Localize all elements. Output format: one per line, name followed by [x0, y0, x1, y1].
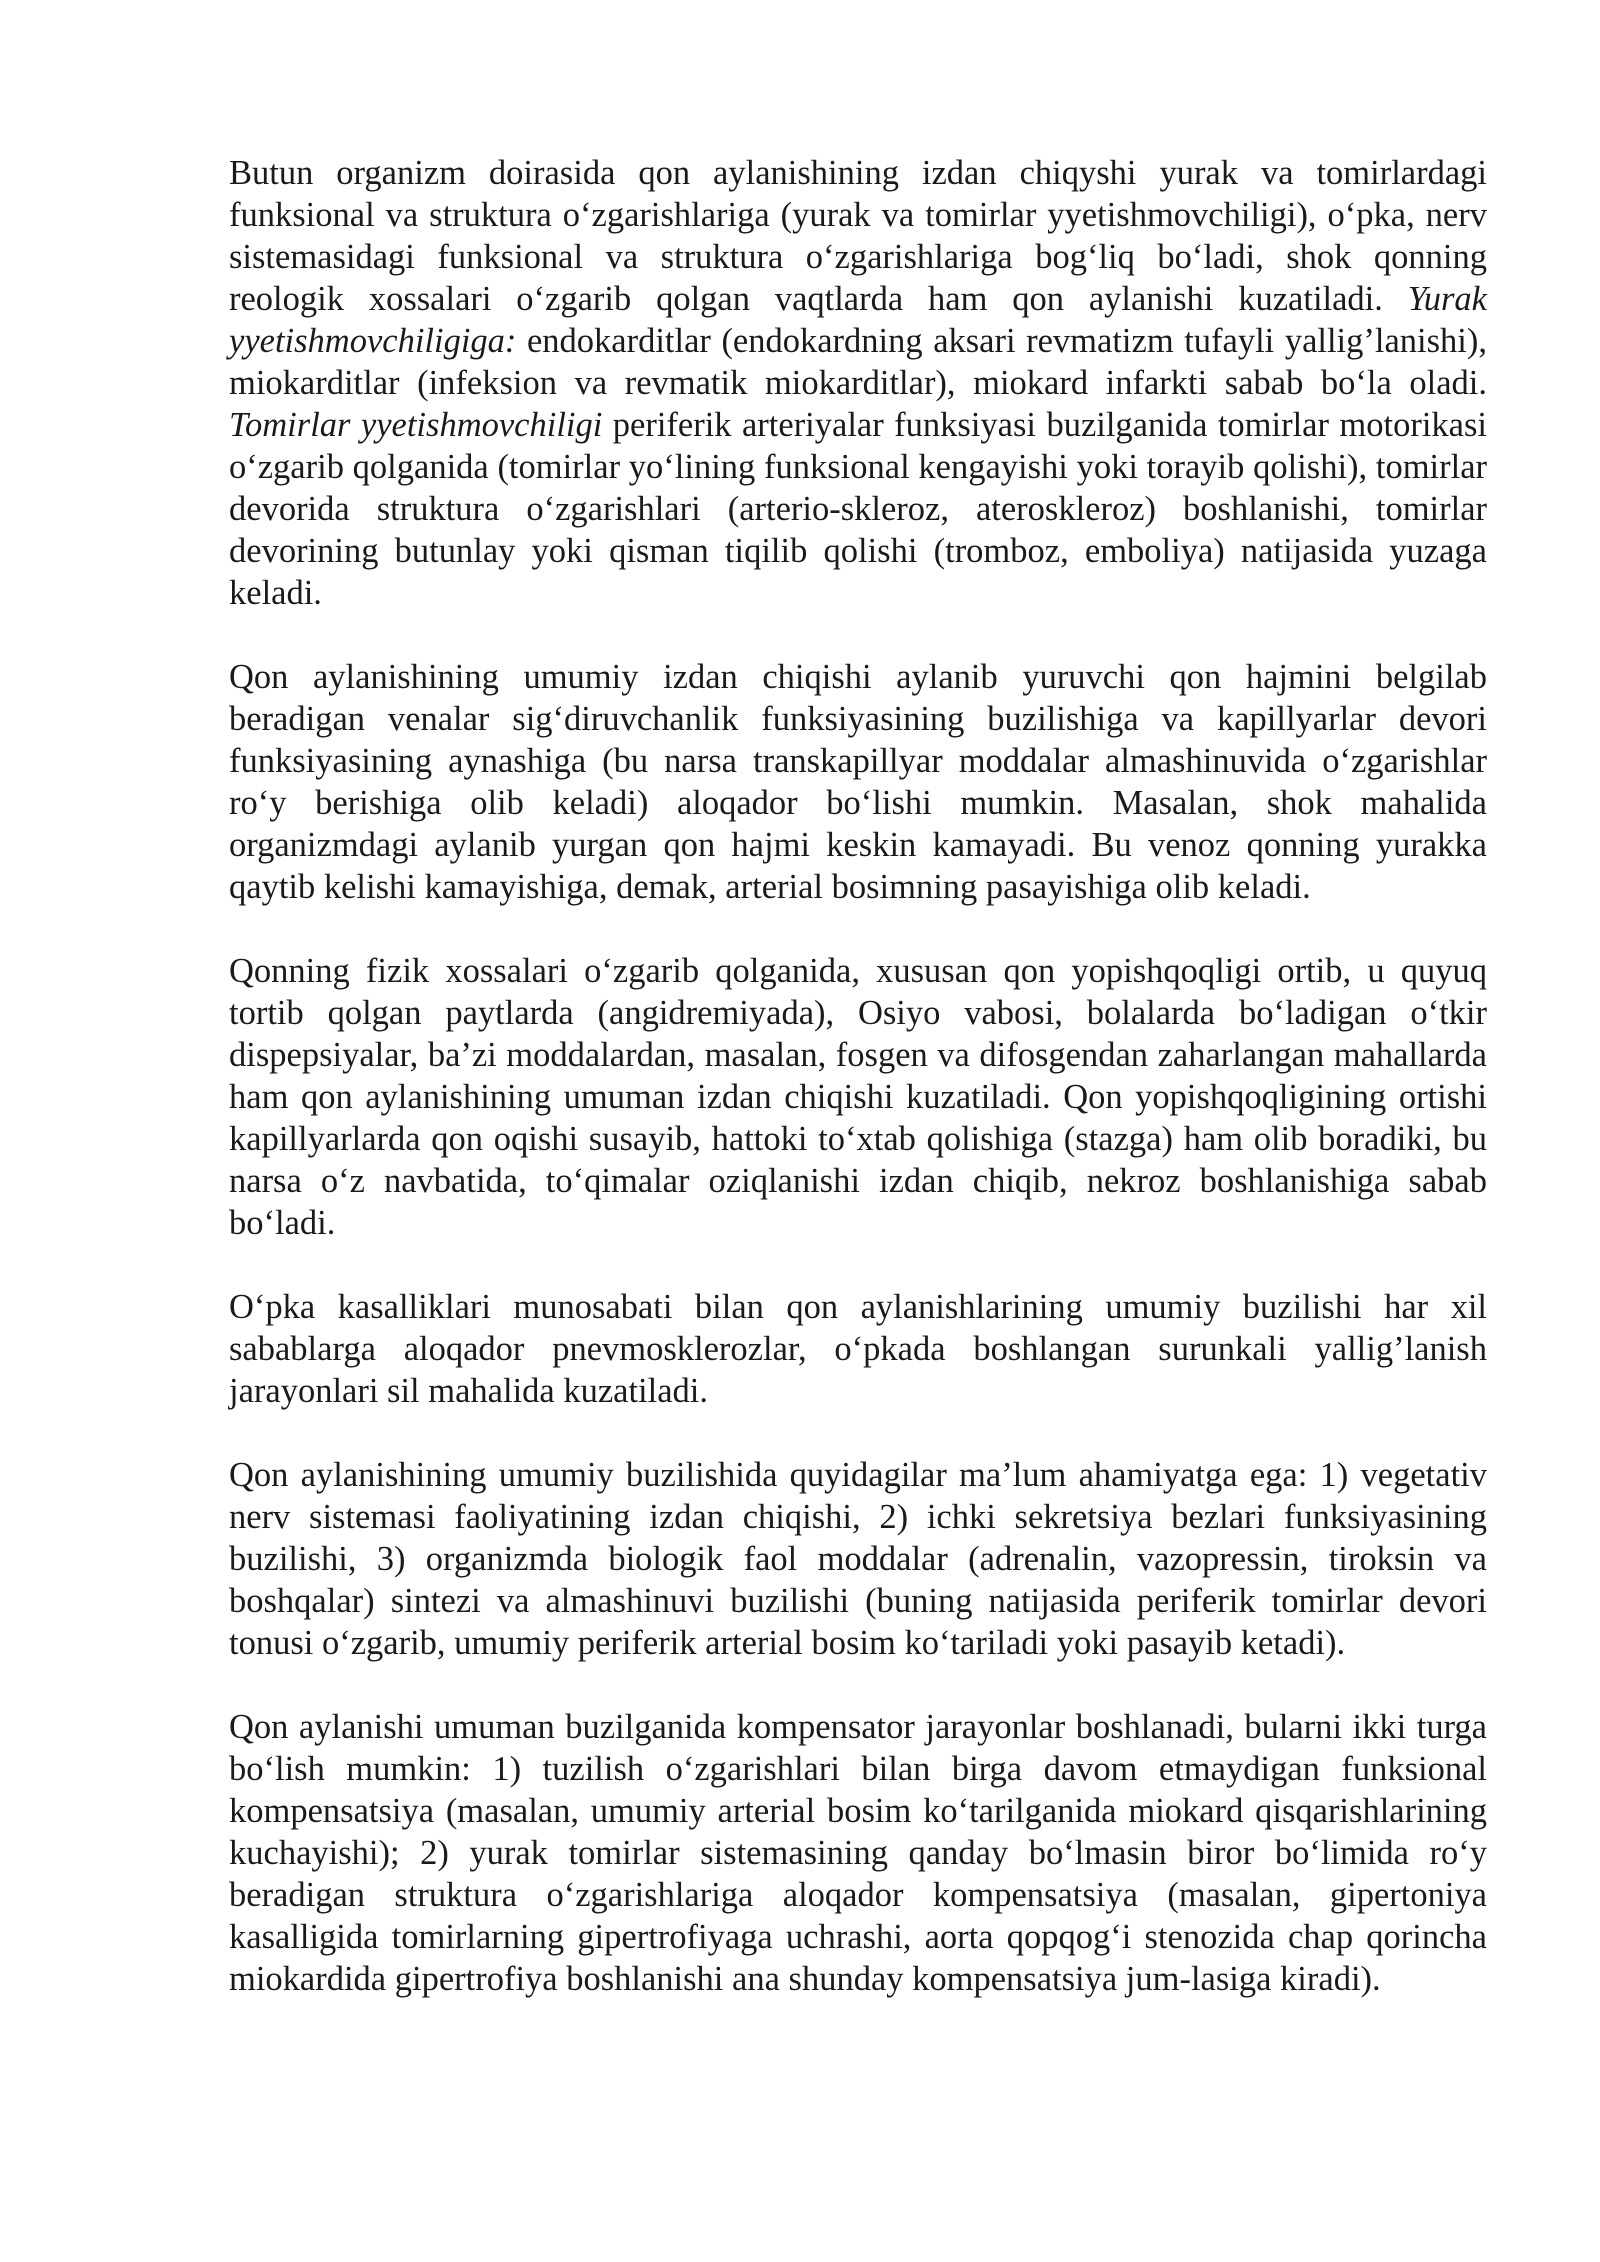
paragraph-text: Qonning fizik xossalari oʻzgarib qolganida, xususan qon yopishqoqligi ortib, u quyuq tortib qolgan paytlarda (angidremiyada), Osiyo vabosi, bolalarda boʻladigan oʻtkir dispepsiyalar, ba’zi moddalardan, masalan, fosgen va difosgendan zaharlangan mahallarda ham qon aylanishining umuman izdan chiqishi kuzatiladi. Qon yopishqoqligining ortishi kapillyarlarda qon oqishi susayib, hattoki toʻxtab qolishiga (stazga) ham olib boradiki, bu narsa oʻz navbatida, toʻqimalar oziqlanishi izdan chiqib, nekroz boshlanishiga sabab boʻladi.	[229, 952, 1487, 1242]
paragraph-text: Oʻpka kasalliklari munosabati bilan qon aylanishlarining umumiy buzilishi har xil sabablarga aloqador pnevmosklerozlar, oʻpkada boshlangan surunkali yallig’lanish jarayonlari sil mahalida kuzatiladi.	[229, 1288, 1487, 1410]
paragraph-text: Qon aylanishining umumiy izdan chiqishi aylanib yuruvchi qon hajmini belgilab beradigan venalar sigʻdiruvchanlik funksiyasining buzilishiga va kapillyarlar devori funksiyasining aynashiga (bu narsa transkapillyar moddalar almashinuvida oʻzgarishlar roʻy berishiga olib keladi) aloqador boʻlishi mumkin. Masalan, shok mahalida organizmdagi aylanib yurgan qon hajmi keskin kamayadi. Bu venoz qonning yurakka qaytib kelishi kamayishiga, demak, arterial bosimning pasayishiga olib keladi.	[229, 658, 1487, 906]
paragraph-text: Qon aylanishi umuman buzilganida kompensator jarayonlar boshlanadi, bularni ikki turga boʻlish mumkin: 1) tuzilish oʻzgarishlari bilan birga davom etmaydigan funksional kompensatsiya (masalan, umumiy arterial bosim koʻtarilganida miokard qisqarishlarining kuchayishi); 2) yurak tomirlar sistemasining qanday boʻlmasin biror boʻlimida roʻy beradigan struktura oʻzgarishlariga aloqador kompensatsiya (masalan, gipertoniya kasalligida tomirlarning gipertrofiyaga uchrashi, aorta qopqogʻi stenozida chap qorincha miokardida gipertrofiya boshlanishi ana shunday kompensatsiya jum-lasiga kiradi).	[229, 1708, 1487, 1998]
italic-term-heart-insufficiency: Yurak yyetishmovchiligiga:	[229, 280, 1487, 360]
paragraph-blood-viscosity	[229, 950, 1487, 1244]
paragraph-circulation-causes	[229, 152, 1487, 614]
paragraph-blood-volume	[229, 656, 1487, 908]
paragraph-text: Butun organizm doirasida qon aylanishining izdan chiqyshi yurak va tomirlardagi funksional va struktura oʻzgarishlariga (yurak va tomirlar yyetishmovchiligi), oʻpka, nerv sistemasidagi funksional va struktura oʻzgarishlariga bogʻliq boʻladi, shok qonning reologik xossalari oʻzgarib qolgan vaqtlarda ham qon aylanishi kuzatiladi.	[229, 154, 1487, 318]
paragraph-text: endokarditlar (endokardning aksari revmatizm tufayli yallig’lanishi), miokarditlar (infeksion va revmatik miokarditlar), miokard infarkti sabab boʻla oladi.	[229, 322, 1487, 402]
document-body	[229, 152, 1487, 2042]
paragraph-contributing-factors	[229, 1454, 1487, 1664]
paragraph-text: Qon aylanishining umumiy buzilishida quyidagilar ma’lum ahamiyatga ega: 1) vegetativ nerv sistemasi faoliyatining izdan chiqishi, 2) ichki sekretsiya bezlari funksiyasining buzilishi, 3) organizmda biologik faol moddalar (adrenalin, vazopressin, tiroksin va boshqalar) sintezi va almashinuvi buzilishi (buning natijasida periferik tomirlar devori tonusi oʻzgarib, umumiy periferik arterial bosim koʻtariladi yoki pasayib ketadi).	[229, 1456, 1487, 1662]
italic-term-vascular-insufficiency: Tomirlar yyetishmovchiligi	[229, 406, 603, 444]
paragraph-compensation	[229, 1706, 1487, 2000]
paragraph-text: periferik arteriyalar funksiyasi buzilganida tomirlar motorikasi oʻzgarib qolganida (tomirlar yoʻlining funksional kengayishi yoki torayib qolishi), tomirlar devorida struktura oʻzgarishlari (arterio-skleroz, ateroskleroz) boshlanishi, tomirlar devorining butunlay yoki qisman tiqilib qolishi (tromboz, emboliya) natijasida yuzaga keladi.	[229, 406, 1487, 612]
paragraph-lung-diseases	[229, 1286, 1487, 1412]
